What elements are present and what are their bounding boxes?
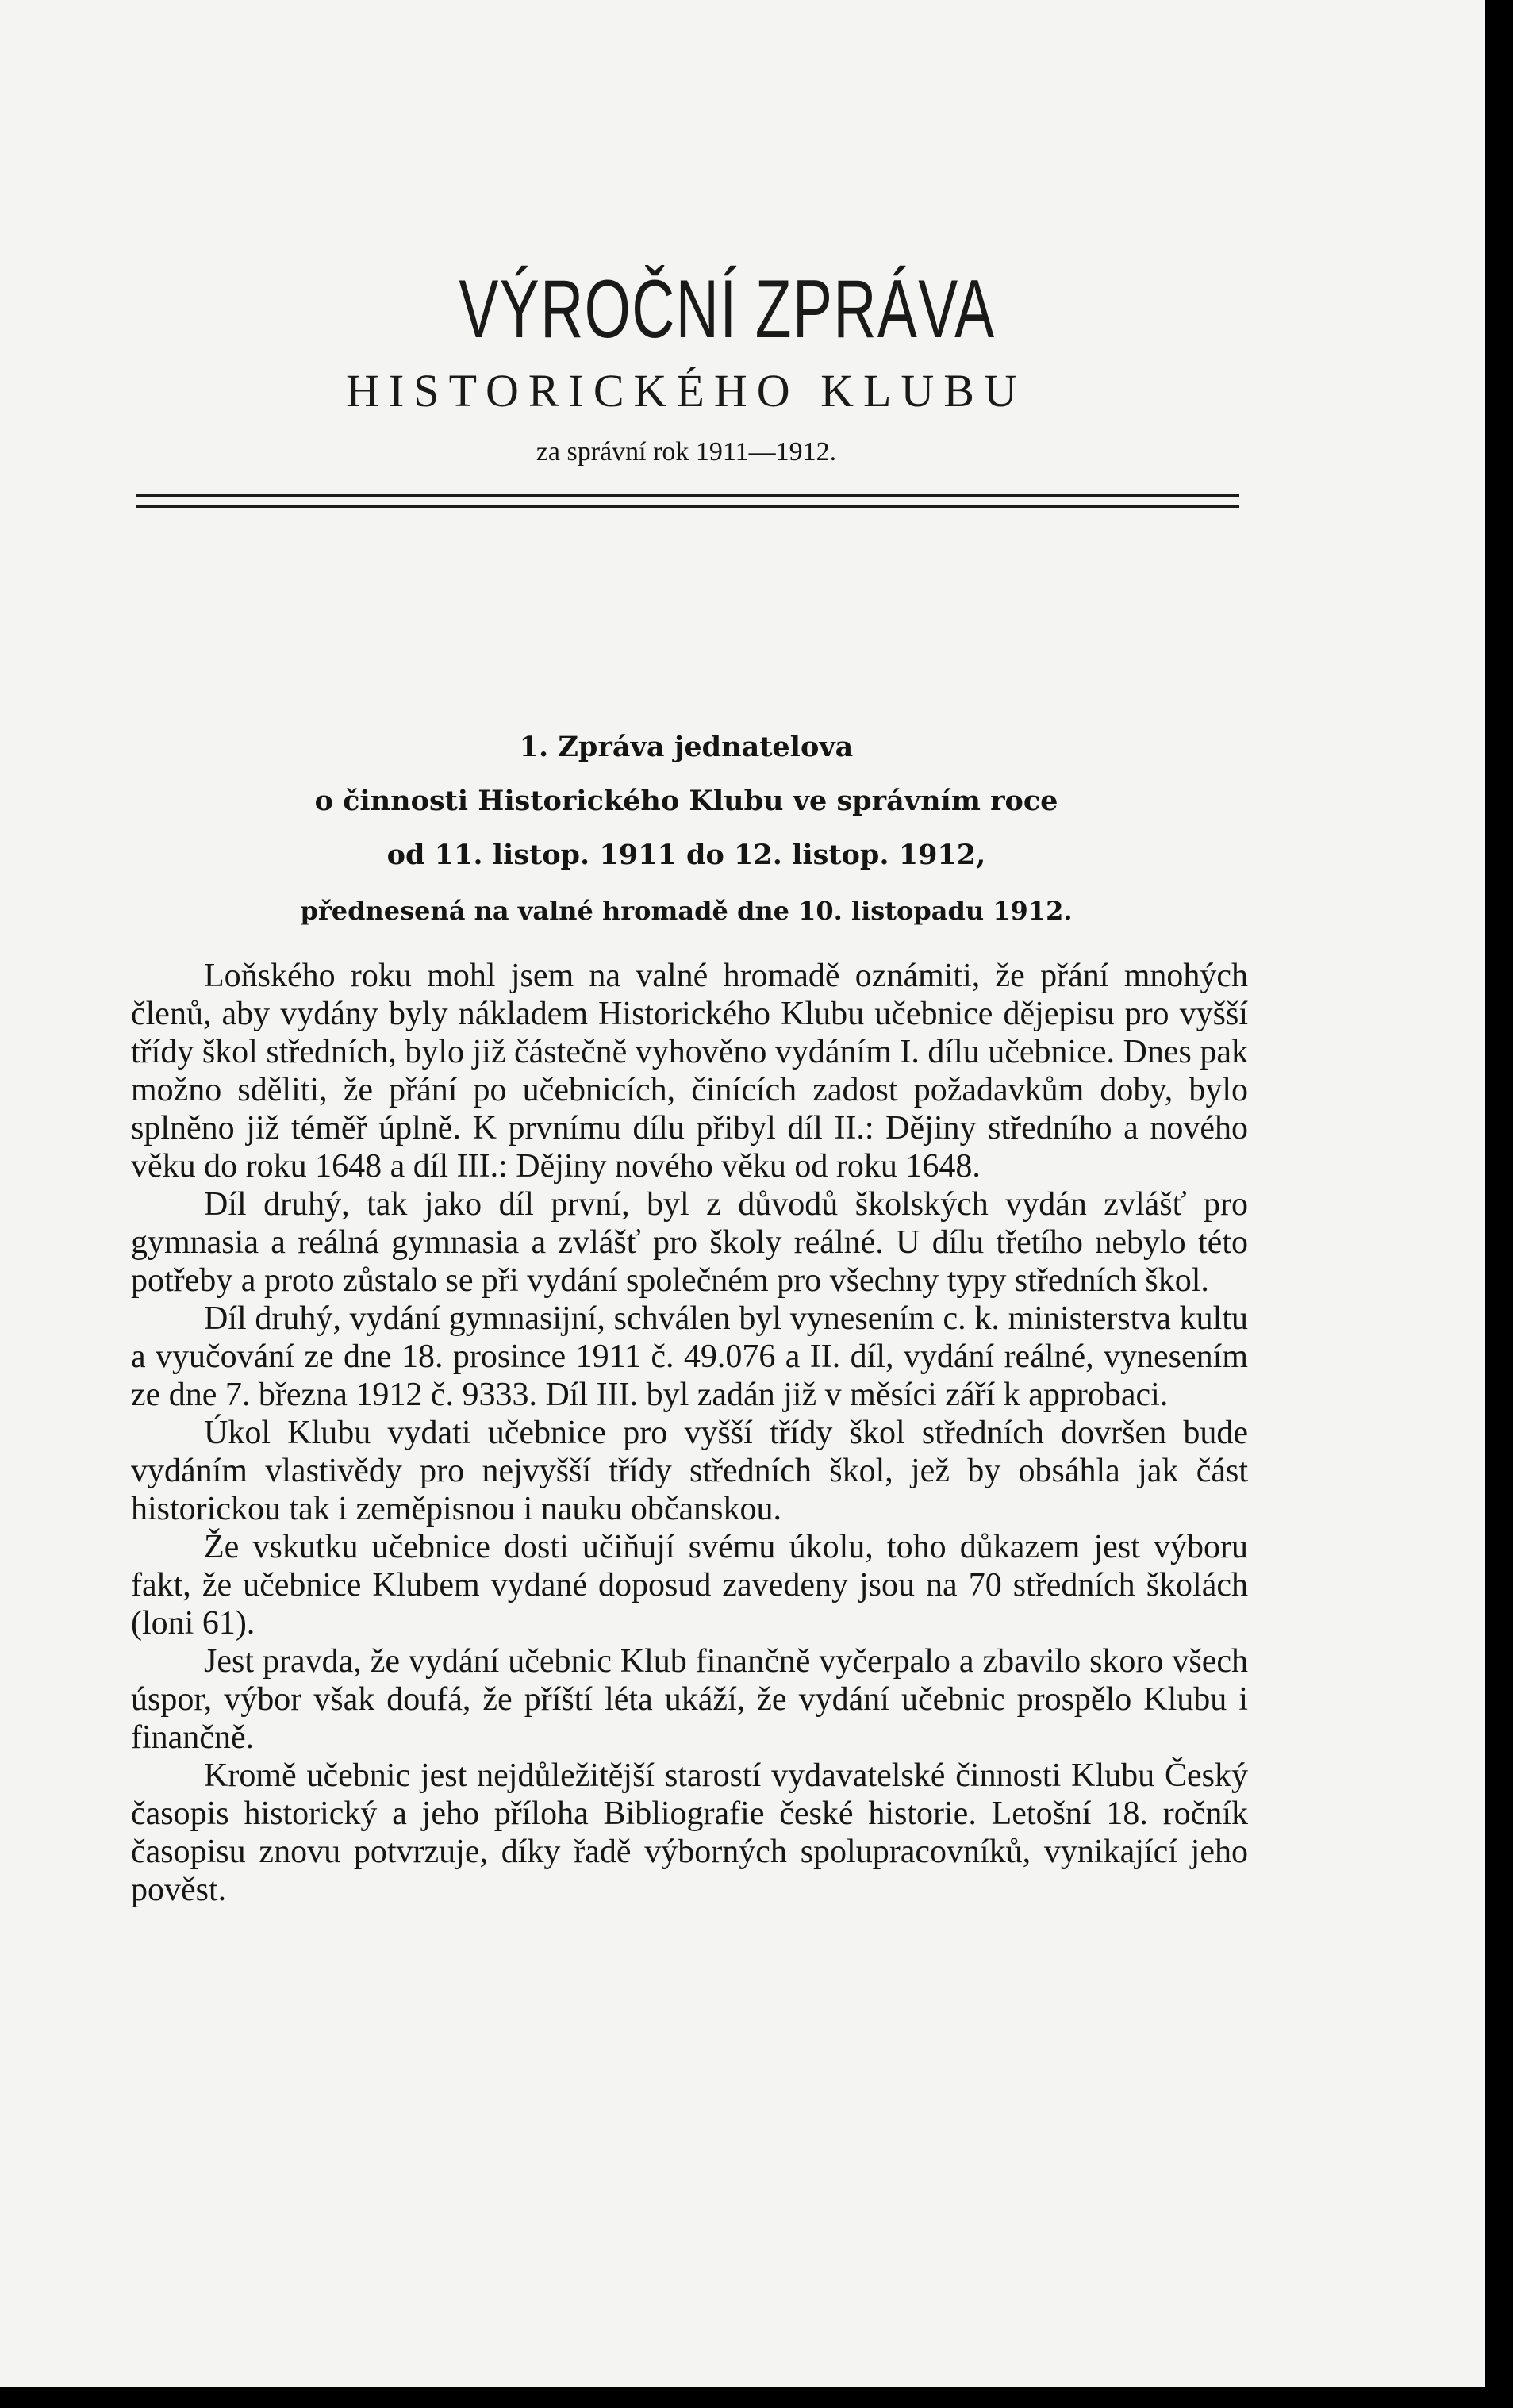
paragraph: Díl druhý, tak jako díl první, byl z důvodů školských vydán zvlášť pro gymnasia a reálná gymnasia a zvlášť pro školy reálné. U dílu třetího nebylo této potřeby a proto zůstalo se při vydání společném pro všechny typy středních škol. (131, 1186, 1248, 1299)
section-subheading: o činnosti Historického Klubu ve správním roce (314, 785, 1058, 817)
paragraph: Jest pravda, že vydání učebnic Klub finančně vyčerpalo a zbavilo skoro všech úspor, výbor však doufá, že příští léta ukáží, že vydání učebnic prospělo Klubu i finančně. (131, 1643, 1248, 1756)
report-subtitle: HISTORICKÉHO KLUBU (346, 365, 1027, 417)
paragraph: Že vskutku učebnice dosti učiňují svému úkolu, toho důkazem jest výboru fakt, že učebnice Klubem vydané doposud zavedeny jsou na 70 středních školách (loni 61). (131, 1529, 1248, 1642)
section-dates: od 11. listop. 1911 do 12. listop. 1912, (386, 839, 986, 871)
paragraph: Loňského roku mohl jsem na valné hromadě oznámiti, že přání mnohých členů, aby vydány byly nákladem Historického Klubu učebnice dějepisu pro vyšší třídy škol středních, bylo již částečně vyhověno vydáním I. dílu učebnice. Dnes pak možno sděliti, že přání po učebnicích, činících zadost požadavkům doby, bylo splněno již téměř úplně. K prvnímu dílu přibyl díl II.: Dějiny středního a nového věku do roku 1648 a díl III.: Dějiny nového věku od roku 1648. (131, 958, 1248, 1185)
report-title: VÝROČNÍ ZPRÁVA (459, 263, 996, 355)
section-delivery-note: přednesená na valné hromadě dne 10. listopadu 1912. (300, 896, 1073, 926)
paragraph: Úkol Klubu vydati učebnice pro vyšší třídy škol středních dovršen bude vydáním vlastivědy pro nejvyšší třídy středních škol, jež by obsáhla jak část historickou tak i zeměpisnou i nauku občanskou. (131, 1415, 1248, 1527)
paragraph: Kromě učebnic jest nejdůležitější starostí vydavatelské činnosti Klubu Český časopis historický a jeho příloha Bibliografie české historie. Letošní 18. ročník časopisu znovu potvrzuje, díky řadě výborných spolupracovníků, vynikající jeho pověst. (131, 1757, 1248, 1908)
title-rule-lower (136, 505, 1239, 508)
report-period: za správní rok 1911—1912. (536, 437, 837, 467)
section-heading: 1. Zpráva jednatelova (519, 731, 854, 763)
title-rule-upper (136, 494, 1239, 497)
paragraph: Díl druhý, vydání gymnasijní, schválen byl vynesením c. k. ministerstva kultu a vyučování ze dne 18. prosince 1911 č. 49.076 a II. díl, vydání reálné, vynesením ze dne 7. března 1912 č. 9333. Díl III. byl zadán již v měsíci září k approbaci. (131, 1300, 1248, 1413)
report-body (131, 957, 1248, 1909)
